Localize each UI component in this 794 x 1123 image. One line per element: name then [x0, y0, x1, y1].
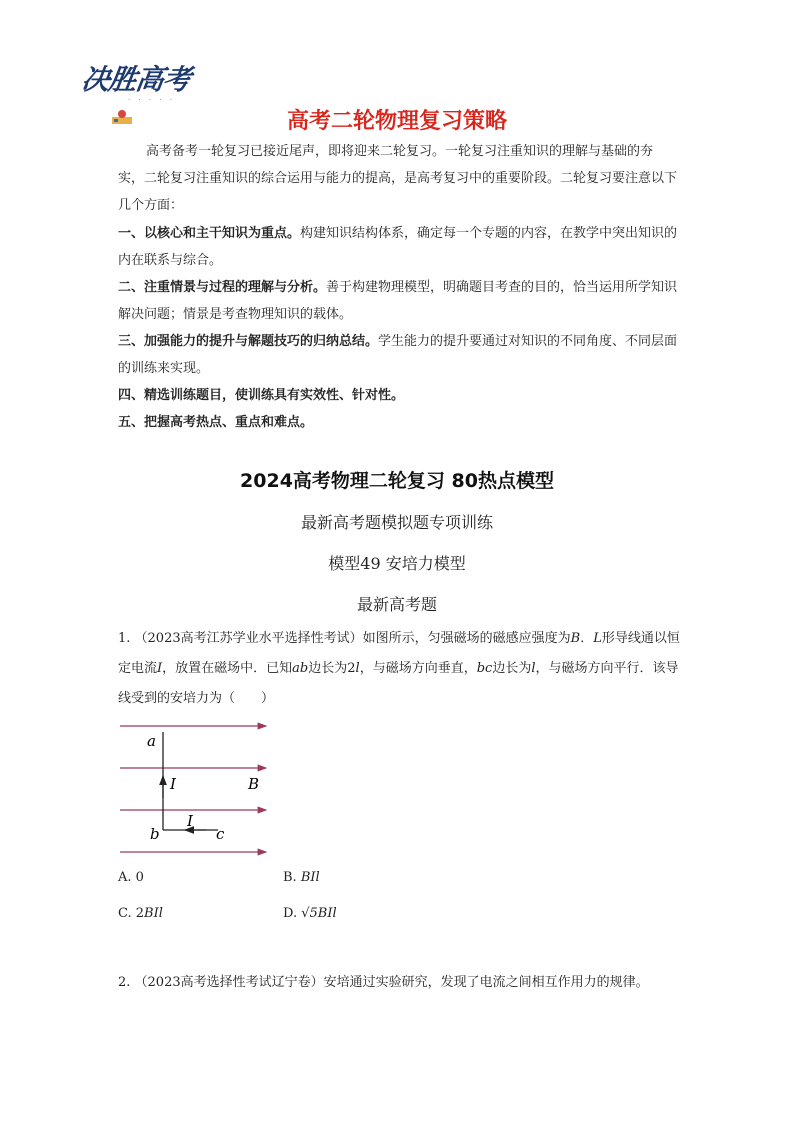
label-a: a [147, 732, 156, 750]
point-5 [118, 409, 678, 436]
q1-text-2: ． [580, 631, 594, 646]
point-1 [118, 220, 678, 274]
question-1 [118, 624, 683, 714]
strategy-points [118, 220, 678, 436]
q1-text-5: 边长为2 [308, 661, 356, 676]
q1-var-l1: l [355, 661, 360, 676]
option-d-value: √5BIl [301, 906, 337, 921]
option-d-label: D. [283, 906, 302, 921]
point-4 [118, 382, 678, 409]
option-c-label: C. 2 [118, 906, 145, 921]
option-b-label: B. [283, 870, 301, 885]
q1-text-7: 边长为 [492, 661, 532, 676]
logo-dots: · · · · · [128, 96, 176, 104]
q1-var-ab: ab [292, 661, 309, 676]
point-2 [118, 274, 678, 328]
q1-var-l2: l [531, 661, 536, 676]
q1-var-B: B [570, 631, 581, 646]
point-1-bold: 一、以核心和主干知识为重点。 [118, 226, 301, 241]
model-title: 模型49 安培力模型 [328, 554, 466, 573]
label-b: b [150, 825, 160, 843]
question-2: 2. （2023高考选择性考试辽宁卷）安培通过实验研究，发现了电流之间相互作用力的规律。 [118, 975, 649, 990]
q1-text-1: 1. （2023高考江苏学业水平选择性考试）如图所示，匀强磁场的磁感应强度为 [118, 631, 571, 646]
label-I-bc: I [187, 812, 193, 830]
option-d [283, 906, 337, 921]
option-c [118, 906, 163, 921]
point-3-bold: 三、加强能力的提升与解题技巧的归纳总结。 [118, 334, 379, 349]
intro-paragraph: 高考备考一轮复习已接近尾声，即将迎来二轮复习。一轮复习注重知识的理解与基础的夯实，二轮复习注重知识的综合运用与能力的提高，是高考复习中的重要阶段。二轮复习要注意以下几个方面： [118, 144, 678, 213]
page-title: 高考二轮物理复习策略 [286, 109, 507, 134]
magnetic-field-figure [118, 718, 278, 862]
option-b-value: BIl [300, 870, 320, 885]
point-3 [118, 328, 678, 382]
q1-text-6: ，与磁场方向垂直， [359, 661, 477, 676]
point-1-text: 构建知识结构体系，确定每一个专题的内容，在教学中突出知识的内在联系与综合。 [118, 226, 678, 268]
point-2-text: 善于构建物理模型，明确题目考查的目的，恰当运用所学知识解决问题；情景是考查物理知识的载体。 [118, 280, 678, 322]
logo-text: 决胜高考 [79, 63, 193, 96]
label-B: B [248, 775, 260, 793]
section-subheading: 最新高考题模拟题专项训练 [300, 513, 493, 532]
q1-var-bc: bc [476, 661, 493, 676]
label-I-ab: I [170, 775, 176, 793]
point-3-text: 学生能力的提升要通过对知识的不同角度、不同层面的训练来实现。 [118, 334, 678, 376]
section-heading: 2024高考物理二轮复习 80热点模型 [240, 470, 554, 492]
q1-text-8: ，与磁场方向平行．该导线受到的安培力为（ ） [118, 661, 679, 706]
point-2-bold: 二、注重情景与过程的理解与分析。 [118, 280, 327, 295]
point-5-bold: 五、把握高考热点、重点和难点。 [118, 415, 314, 430]
option-c-value: BIl [144, 906, 163, 921]
point-4-bold: 四、精选训练题目，使训练具有实效性、针对性。 [118, 388, 405, 403]
q1-var-L: L [593, 631, 602, 646]
label-c: c [216, 825, 225, 843]
q1-var-I: I [157, 661, 163, 676]
option-b [283, 870, 320, 885]
q1-text-4: ，放置在磁场中．已知 [162, 661, 293, 676]
subsection-title: 最新高考题 [356, 595, 437, 614]
option-a: A. 0 [118, 870, 144, 885]
q1-text-3: 形导线通以恒定电流 [118, 631, 680, 676]
